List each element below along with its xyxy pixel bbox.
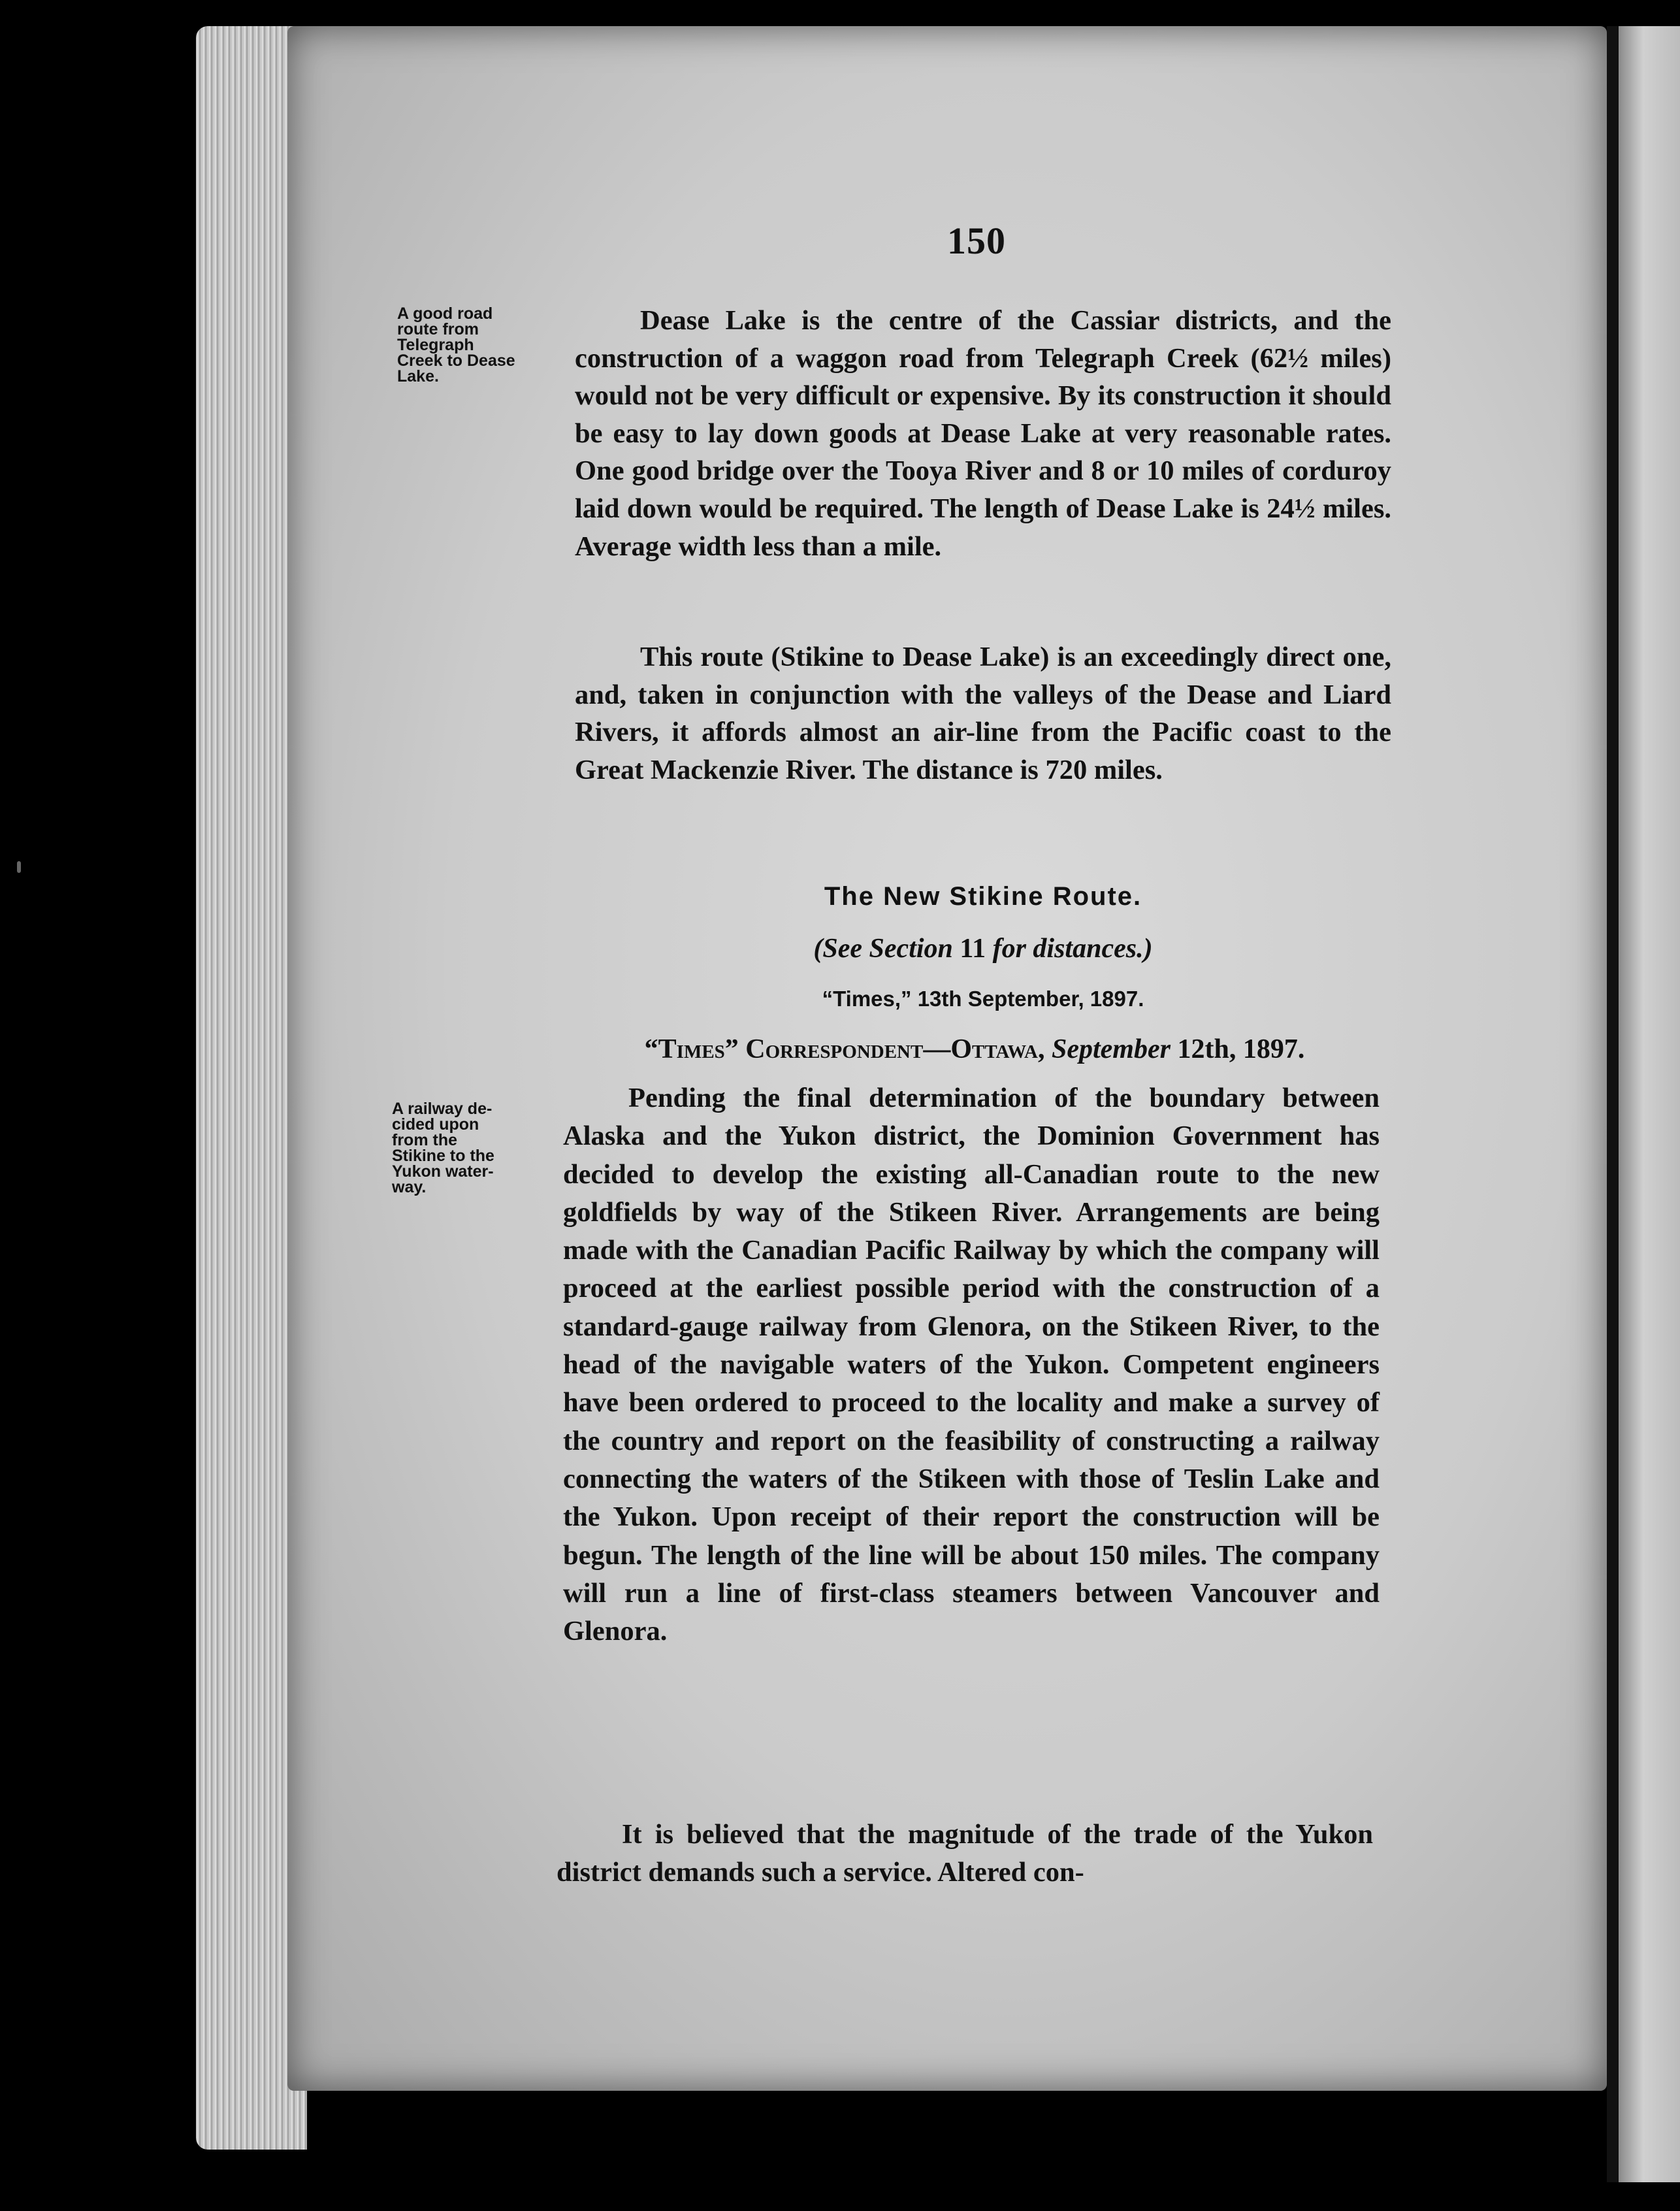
subtitle-open: (See Section [813,934,960,964]
correspondent-month: September [1052,1034,1171,1064]
correspondent-dateline: “Times” Correspondent—Ottawa, [644,1034,1052,1064]
subtitle-number: 11 [960,934,986,964]
correspondent-date: 12th, 1897. [1170,1034,1305,1064]
section-subtitle [575,933,1391,964]
section-heading: The New Stikine Route. [824,882,1142,911]
paragraph-text: It is believed that the magnitude of the trade of the Yukon district demands such a service. Altered con- [557,1819,1373,1888]
sidenote-road-route: A good road route from Telegraph Creek to Dease Lake. [397,304,515,385]
correspondent-line [563,1034,1386,1065]
source-citation: “Times,” 13th September, 1897. [822,987,1144,1011]
scan-speck [17,861,21,873]
paragraph-route-distance [575,638,1391,789]
paragraph-text: Dease Lake is the centre of the Cassiar districts, and the construction of a waggon road from Telegraph Creek (62½ miles) would not be very difficult or expensive. By its construction it should be easy to lay down goods at Dease Lake at very reasonable rates. One good bridge over the Tooya River and 8 or 10 miles of corduroy laid down would be required. The length of Dease Lake is 24½ miles. Average width less than a mile. [575,305,1391,562]
paragraph-trade [557,1816,1373,1892]
paragraph-railway-plan [563,1079,1380,1650]
paragraph-dease-lake [575,302,1391,565]
sidenote-railway: A railway de- cided upon from the Stikine to the Yukon water- way. [392,1100,494,1196]
paragraph-text: Pending the final determination of the boundary between Alaska and the Yukon district, the Dominion Government has decided to develop the existing all-Canadian route to the new goldfields by way of the Stikeen River. Arrangements are being made with the Canadian Pacific Railway by which the company will proceed at the earliest possible period with the construction of a standard-gauge railway from Glenora, on the Stikeen River, to the head of the navigable waters of the Yukon. Competent engineers have been ordered to proceed to the locality and make a survey of the country and report on the feasibility of constructing a railway connecting the waters of the Stikeen with those of Teslin Lake and the Yukon. Upon receipt of their report the construction will be begun. The length of the line will be about 150 miles. The company will run a line of first-class steamers between Vancouver and Glenora. [563,1083,1380,1647]
paragraph-text: This route (Stikine to Dease Lake) is an exceedingly direct one, and, taken in conjunction with the valleys of the Dease and Liard Rivers, it affords almost an air-line from the Pacific coast to the Great Mackenzie River. The distance is 720 miles. [575,642,1391,785]
facing-page-edge [1619,26,1680,2182]
book-gutter [1607,26,1619,2182]
page-number: 150 [947,220,1006,262]
subtitle-close: for distances.) [986,934,1153,964]
